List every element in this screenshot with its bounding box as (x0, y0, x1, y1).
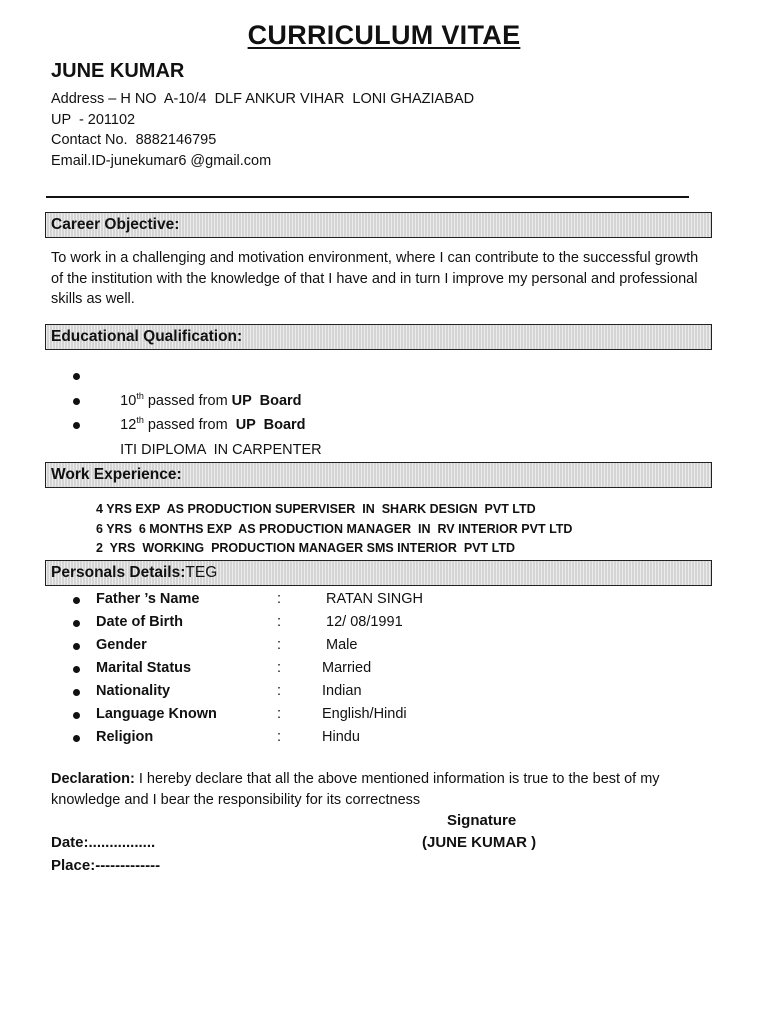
work-item: 6 YRS 6 MONTHS EXP AS PRODUCTION MANAGER IN RV INTERIOR PVT LTD (96, 521, 573, 536)
work-experience-heading: Work Experience: (45, 462, 712, 488)
education-item: ITI DIPLOMA IN CARPENTER (73, 413, 322, 438)
contact-number: Contact No. 8882146795 (51, 132, 217, 149)
heading-suffix: TEG (185, 564, 218, 581)
career-objective-text: To work in a challenging and motivation environment, where I can contribute to the successful growth of the institution with the knowledge of that I have and in turn I improve my personal and professional skills as well. (51, 250, 699, 308)
personal-details-heading: Personals Details:TEG (45, 560, 712, 586)
bullet-icon (73, 373, 80, 380)
work-experience-list (96, 500, 572, 559)
bullet-icon (73, 712, 80, 719)
declaration-label: Declaration: (51, 771, 135, 787)
declaration-text: I hereby declare that all the above mentioned information is true to the best of my knowledge and I bear the responsibility for its correctness (51, 771, 660, 808)
work-item: 2 YRS WORKING PRODUCTION MANAGER SMS INTERIOR PVT LTD (96, 541, 516, 555)
bullet-icon (73, 620, 80, 627)
candidate-name: JUNE KUMAR (51, 60, 185, 82)
bullet-icon (73, 643, 80, 650)
header-divider (46, 196, 689, 198)
education-item: 10th passed from UP Board (73, 364, 322, 389)
education-item: 12th passed from UP Board (73, 389, 322, 414)
date-field: Date:................ (51, 834, 156, 851)
address-line: Address – H NO A-10/4 DLF ANKUR VIHAR LONI GHAZIABAD (51, 91, 475, 107)
email-line: Email.ID-junekumar6 @gmail.com (51, 152, 272, 169)
bullet-icon (73, 597, 80, 604)
cv-page: CURRICULUM VITAE JUNE KUMAR Address – H NO A-10/4 DLF ANKUR VIHAR LONI GHAZIABAD UP - 201102 Contact No. 8882146795 Email.ID-junekumar6 @gmail.com Career Objective: To work in a challenging and motivation environment, where I can contribute to the successful growth of the institution with the knowledge of that I have and in turn I improve my personal and professional skills as well. Educational Qualification: 10th passed from UP Board 12th passed from UP Board ITI DIPLOMA IN CARPENTER Work Experience: 4 YRS EXP AS PRODUCTION SUPERVISER IN SHARK DESIGN PVT LTD 6 YRS 6 MONTHS EXP AS PRODUCTION MANAGER IN RV INTERIOR PVT LTD 2 YRS WORKING PRODUCTION MANAGER SMS INTERIOR PVT LTD Personals Details:TEG Father ’s Name : RATAN SINGH Date of Birth : 12/ 08/1991 Gender : Male Marital Status : Married Nationality : Indian Language Known : English/Hindi Religion : Hindu Declaration: I hereby declare that all the above mentioned information is true to the best of my knowledge and I bear the responsibility for its correctness Signature (JUNE KUMAR ) Date:................ Place:------------- (0, 0, 768, 1024)
education-heading: Educational Qualification: (45, 324, 712, 350)
place-field: Place:------------- (51, 857, 161, 874)
career-objective-heading: Career Objective: (45, 212, 712, 238)
declaration (51, 769, 721, 811)
bullet-icon (73, 666, 80, 673)
address-state-pin: UP - 201102 (51, 111, 136, 128)
signature-label: Signature (447, 812, 517, 829)
document-title: CURRICULUM VITAE (247, 20, 521, 50)
signature-name: (JUNE KUMAR ) (422, 834, 537, 851)
bullet-icon (73, 422, 80, 429)
bullet-icon (73, 735, 80, 742)
bullet-icon (73, 689, 80, 696)
education-list (73, 364, 322, 458)
contact-block (51, 89, 474, 171)
bullet-icon (73, 398, 80, 405)
work-item: 4 YRS EXP AS PRODUCTION SUPERVISER IN SHARK DESIGN PVT LTD (96, 502, 536, 516)
